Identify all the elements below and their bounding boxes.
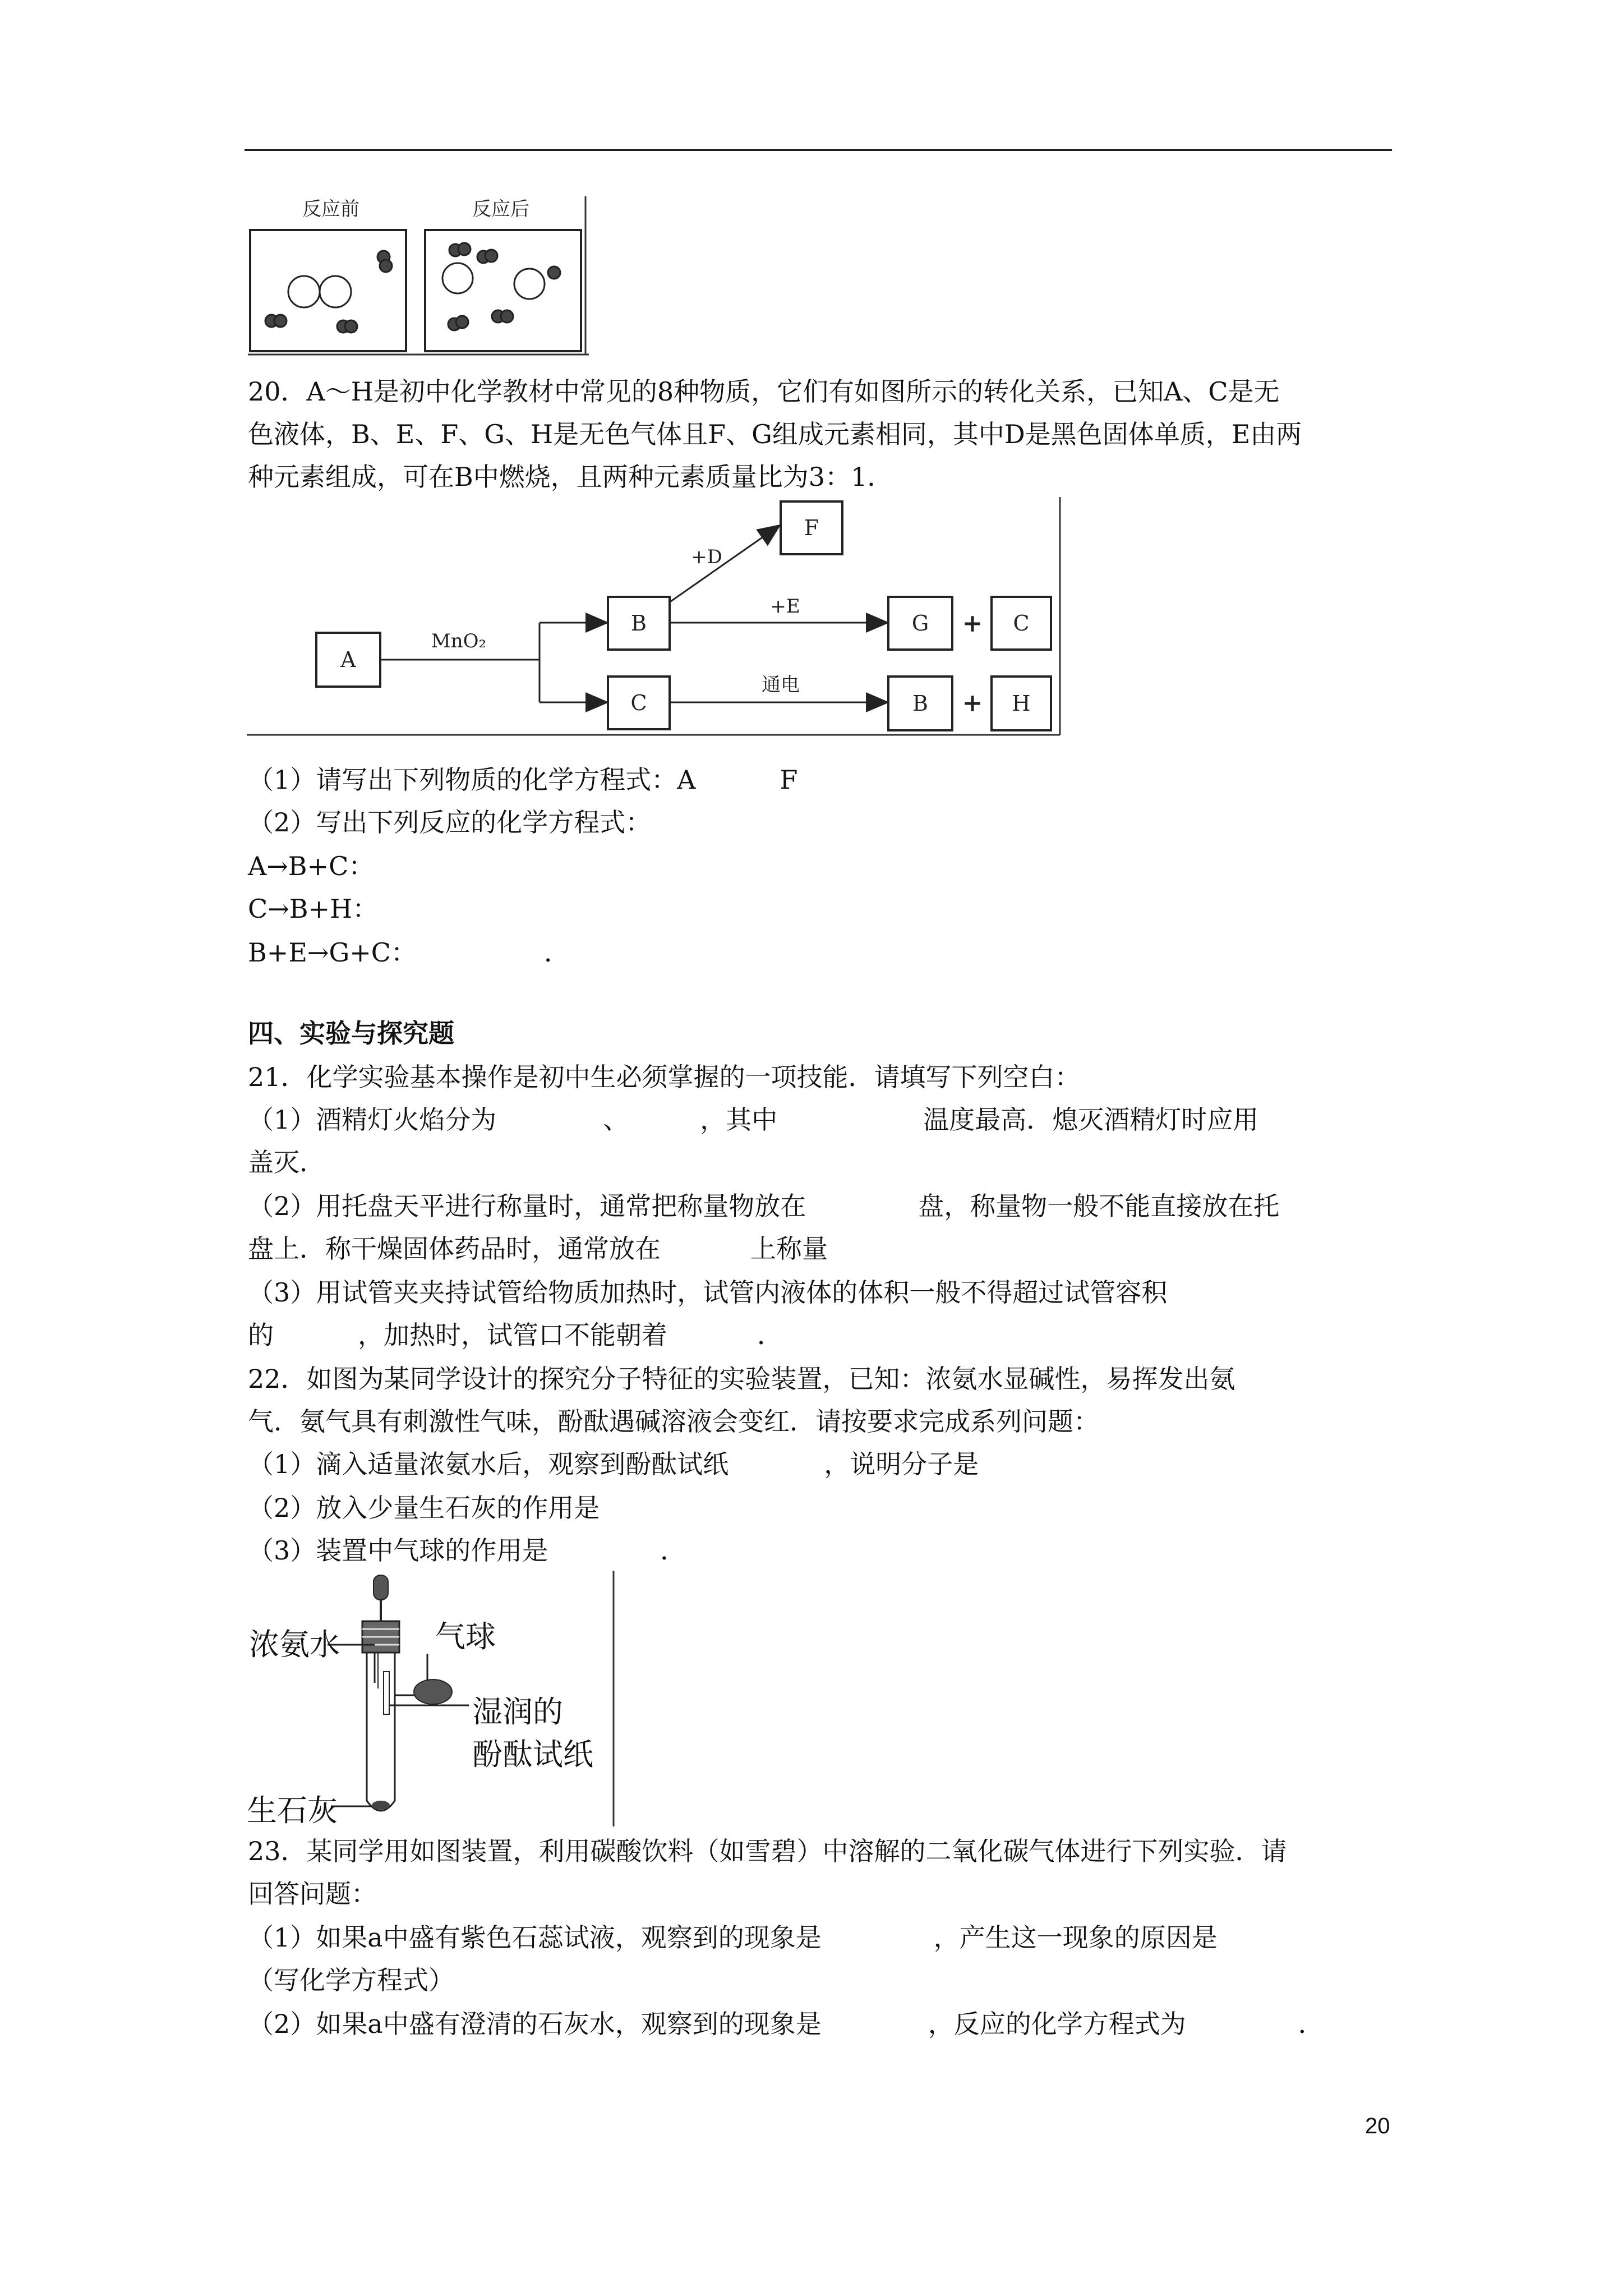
box-h-label: H <box>1012 691 1031 716</box>
q20-line-2: 色液体，B、E、F、G、H是无色气体且F、G组成元素相同，其中D是黑色固体单质，E由两 <box>248 419 1302 449</box>
before-molecules <box>265 251 392 333</box>
before-label: 反应前 <box>302 198 359 220</box>
reaction-model-figure <box>247 194 589 357</box>
q22-s3b: ． <box>660 1535 686 1566</box>
q23-line-1: 23．某同学用如图装置，利用碳酸饮料（如雪碧）中溶解的二氧化碳气体进行下列实验．请 <box>248 1836 1287 1866</box>
ammonia-apparatus-figure <box>247 1571 617 1829</box>
q22-line-2: 气．氨气具有刺激性气味，酚酞遇碱溶液会变红．请按要求完成系列问题： <box>248 1406 1099 1437</box>
section-4-title: 四、实验与探究题 <box>248 1018 454 1048</box>
q20-sub1-f: F <box>780 765 798 795</box>
q20-eq3-end: ． <box>543 937 570 968</box>
q21-p2c: 盘上．称干燥固体药品时，通常放在 <box>248 1234 661 1264</box>
q23-s2a: （2）如果a中盛有澄清的石灰水，观察到的现象是 <box>248 2009 822 2039</box>
q22-s2: （2）放入少量生石灰的作用是 <box>248 1493 600 1523</box>
q22-s3a: （3）装置中气球的作用是 <box>248 1535 548 1566</box>
lime-label: 生石灰 <box>247 1794 338 1828</box>
q21-p3c: ，加热时，试管口不能朝着 <box>358 1320 667 1350</box>
after-label: 反应后 <box>472 198 529 220</box>
paper-label-2: 酚酞试纸 <box>472 1738 593 1772</box>
q20-line-3: 种元素组成，可在B中燃烧，且两种元素质量比为3：1． <box>248 462 893 492</box>
q21-p1 <box>248 1103 1258 1137</box>
q22-s3 <box>248 1534 686 1567</box>
tongdian-label: 通电 <box>762 674 800 696</box>
q23-s1a: （1）如果a中盛有紫色石蕊试液，观察到的现象是 <box>248 1922 822 1953</box>
plus-sign-2: + <box>962 689 983 717</box>
box-f-label: F <box>804 516 819 540</box>
paper-label-1: 湿润的 <box>472 1695 563 1729</box>
q21-p1c: ，其中 <box>700 1105 778 1135</box>
q20-eq2: C→B+H： <box>248 894 379 924</box>
page-number: 20 <box>1365 2114 1390 2138</box>
q21-p3b: 的 <box>248 1320 274 1350</box>
q20-sub1-text: （1）请写出下列物质的化学方程式：A <box>248 765 696 795</box>
q21-line-1: 21．化学实验基本操作是初中生必须掌握的一项技能．请填写下列空白： <box>248 1062 1081 1092</box>
q21-p1d: 温度最高．熄灭酒精灯时应用 <box>923 1105 1259 1135</box>
q22-s1b: ，说明分子是 <box>824 1449 979 1479</box>
q20-eq3-text: B+E→G+C： <box>248 937 404 968</box>
q22-s1a: （1）滴入适量浓氨水后，观察到酚酞试纸 <box>248 1449 729 1479</box>
box-b2-label: B <box>912 691 928 716</box>
box-c-label: C <box>630 691 647 715</box>
q23-line-2: 回答问题： <box>248 1879 377 1909</box>
q22-s1 <box>248 1447 979 1481</box>
plus-sign-1: + <box>962 609 983 638</box>
q21-p3a: （3）用试管夹夹持试管给物质加热时，试管内液体的体积一般不得超过试管容积 <box>248 1277 1168 1308</box>
q21-p3 <box>248 1318 783 1352</box>
conversion-diagram <box>247 497 1066 738</box>
box-a-label: A <box>340 647 356 672</box>
q21-p2b: 盘，称量物一般不能直接放在托 <box>918 1191 1280 1221</box>
q23-s2b: ，反应的化学方程式为 <box>928 2009 1186 2039</box>
plus-d-label: +D <box>691 546 722 568</box>
header-rule <box>245 149 1392 151</box>
q23-s1 <box>248 1921 1218 1954</box>
q21-p1b: 、 <box>603 1105 616 1135</box>
q21-p3d: ． <box>757 1320 783 1350</box>
q20-line-1: 20．A～H是初中化学教材中常见的8种物质，它们有如图所示的转化关系，已知A、C是无 <box>248 376 1280 407</box>
q20-eq1: A→B+C： <box>248 851 375 881</box>
ammonia-label: 浓氨水 <box>249 1628 340 1662</box>
q20-sub1 <box>248 763 797 797</box>
after-molecules <box>442 243 560 330</box>
mno2-label: MnO₂ <box>431 630 487 652</box>
q21-p2-cont <box>248 1232 828 1266</box>
q23-s2c: ． <box>1298 2009 1324 2039</box>
q21-p1e: 盖灭． <box>248 1147 325 1177</box>
q23-s1b: ，产生这一现象的原因是 <box>933 1922 1218 1953</box>
q21-p2d: 上称量 <box>750 1234 828 1264</box>
balloon-label: 气球 <box>435 1620 496 1654</box>
q21-p2a: （2）用托盘天平进行称量时，通常把称量物放在 <box>248 1191 806 1221</box>
plus-e-label: +E <box>770 595 800 618</box>
box-b-label: B <box>631 611 647 636</box>
q20-sub2: （2）写出下列反应的化学方程式： <box>248 807 652 838</box>
q23-s2 <box>248 2007 1324 2041</box>
box-g-label: G <box>911 611 929 636</box>
q23-s1c: （写化学方程式） <box>248 1965 454 1995</box>
q20-eq3 <box>248 936 570 969</box>
q22-line-1: 22．如图为某同学设计的探究分子特征的实验装置，已知：浓氨水显碱性，易挥发出氨 <box>248 1364 1235 1394</box>
q21-p2 <box>248 1189 1279 1223</box>
box-c2-label: C <box>1013 611 1030 636</box>
q21-p1a: （1）酒精灯火焰分为 <box>248 1105 497 1135</box>
